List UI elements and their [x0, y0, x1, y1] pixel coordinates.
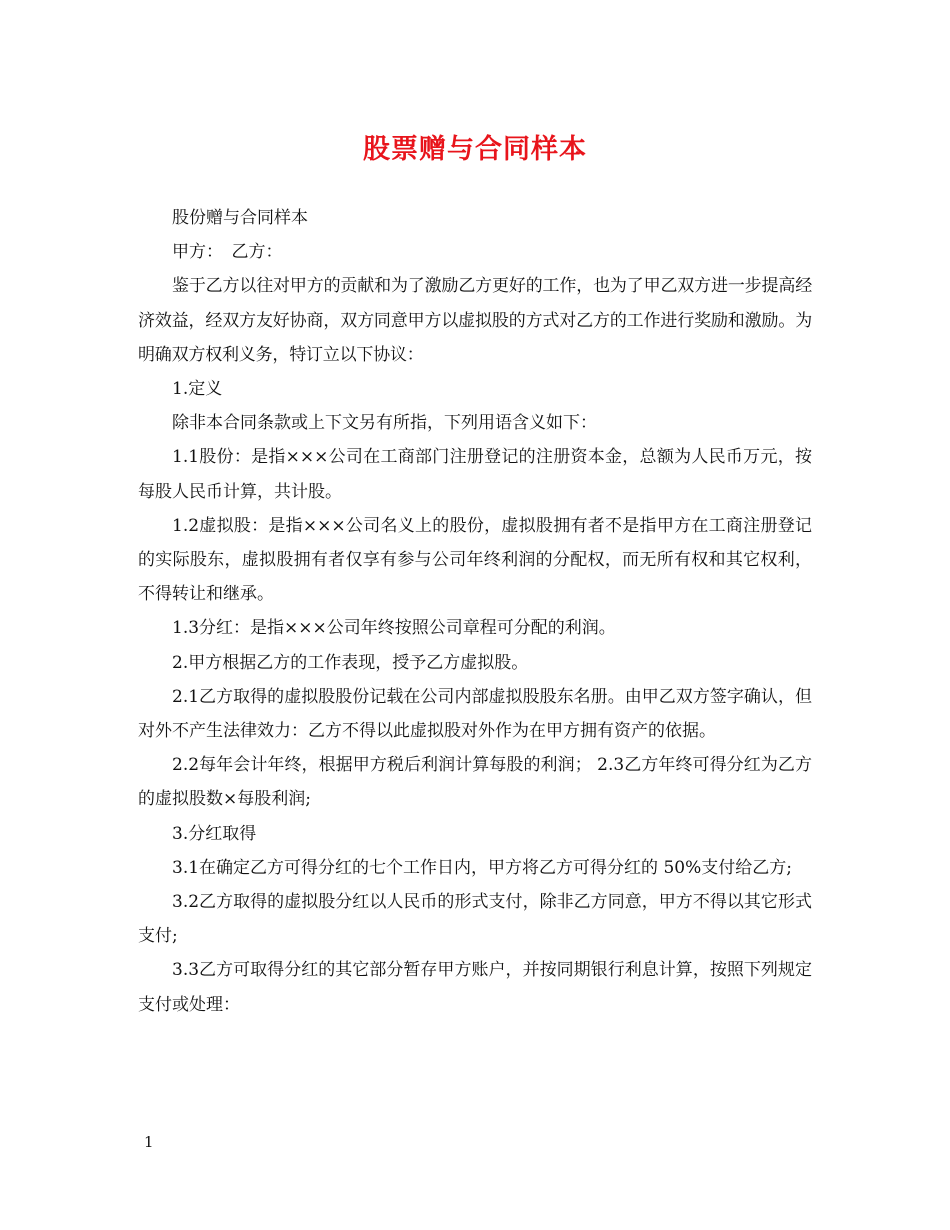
paragraph-subtitle: 股份赠与合同样本 [172, 208, 308, 228]
paragraph-section-2-heading: 2.甲方根据乙方的工作表现，授予乙方虚拟股。 [172, 652, 529, 673]
page-number: 1 [144, 1133, 154, 1151]
paragraph-clause-2-1: 2.1乙方取得的虚拟股股份记载在公司内部虚拟股股东名册。由甲乙双方签字确认，但对外不产生法律效力：乙方不得以此虚拟股对外作为在甲方拥有资产的依据。 [138, 686, 812, 742]
paragraph-clause-3-2: 3.2乙方取得的虚拟股分红以人民币的形式支付，除非乙方同意，甲方不得以其它形式支付; [138, 892, 812, 947]
paragraph-clause-1-3: 1.3分红：是指×××公司年终按照公司章程可分配的利润。 [172, 618, 616, 639]
document-title: 股票赠与合同样本 [363, 134, 587, 165]
paragraph-section-3-heading: 3.分红取得 [172, 823, 257, 844]
paragraph-definitions-intro: 除非本合同条款或上下文另有所指，下列用语含义如下： [172, 413, 597, 434]
paragraph-clause-3-3: 3.3乙方可取得分红的其它部分暂存甲方账户，并按同期银行利息计算，按照下列规定支付或处理： [138, 960, 812, 1015]
paragraph-clause-3-1: 3.1在确定乙方可得分红的七个工作日内，甲方将乙方可得分红的 50%支付给乙方; [172, 857, 792, 878]
paragraph-section-1-heading: 1.定义 [172, 379, 223, 400]
paragraph-parties: 甲方： 乙方： [172, 242, 283, 263]
paragraph-clause-2-2: 2.2每年会计年终，根据甲方税后利润计算每股的利润； 2.3乙方年终可得分红为乙方的虚拟股数×每股利润; [138, 755, 812, 810]
paragraph-clause-1-1: 1.1股份：是指×××公司在工商部门注册登记的注册资本金，总额为人民币万元，按每股人民币计算，共计股。 [138, 447, 812, 502]
paragraph-preamble: 鉴于乙方以往对甲方的贡献和为了激励乙方更好的工作，也为了甲乙双方进一步提高经济效益，经双方友好协商，双方同意甲方以虚拟股的方式对乙方的工作进行奖励和激励。为明确双方权利义务，特订立以下协议： [138, 276, 812, 365]
paragraph-clause-1-2: 1.2虚拟股：是指×××公司名义上的股份，虚拟股拥有者不是指甲方在工商注册登记的实际股东，虚拟股拥有者仅享有参与公司年终利润的分配权，而无所有权和其它权利，不得转让和继承。 [138, 515, 812, 605]
document-body [138, 201, 812, 1022]
